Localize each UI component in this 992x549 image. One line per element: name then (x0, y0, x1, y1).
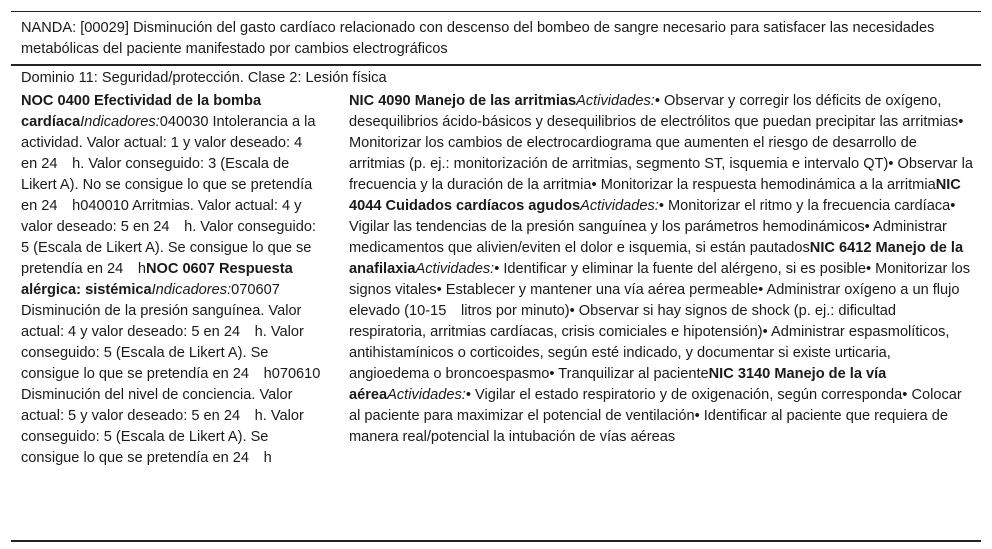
noc-0400-body: 040030 Intolerancia a la actividad. Valor actual: 1 y valor deseado: 4 en 24 h. Valor conseguido: 3 (Escala de Likert A). No se consigue lo que se pretendía en 24 h040010 Arritmias. Valor actual: 4 y valor deseado: 5 en 24 h. Valor conseguido: 5 (Escala de Likert A). Se consigue lo que se pretendía en 24 h (21, 114, 317, 277)
noc-column (21, 91, 321, 469)
nic-column (349, 91, 974, 448)
noc-0400-indicators-label: Indicadores: (80, 114, 160, 130)
noc-0607-title: NOC 0607 Respuesta alérgica: sistémica (21, 261, 293, 298)
domain-class-row: Dominio 11: Seguridad/protección. Clase 2: Lesión física (21, 70, 387, 86)
nic-4044-title: NIC 4044 Cuidados cardíacos agudos (349, 177, 961, 214)
nanda-diagnosis: NANDA: [00029] Disminución del gasto cardíaco relacionado con descenso del bombeo de sangre necesario para satisfacer las necesidades metabólicas del paciente manifestado por cambios electrográficos (21, 20, 935, 57)
care-plan-table (11, 11, 981, 542)
nic-4090-activities-label: Actividades: (576, 93, 655, 109)
nic-4090-body: • Observar y corregir los déficits de oxígeno, desequilibrios ácido-básicos y desequilibrios de electrólitos que puedan precipitar las arritmias• Monitorizar los cambios de electrocardiograma que aumenten el riesgo de desarrollo de arritmias (p. ej.: monitorización de arritmias, segmento ST, isquemia e intervalo QT)• Observar la frecuencia y la duración de la arritmia• Monitorizar la respuesta hemodinámica a la arritmia (349, 93, 973, 193)
nic-6412-title: NIC 6412 Manejo de la anafilaxia (349, 240, 964, 277)
nic-3140-activities-label: Actividades: (387, 387, 466, 403)
nic-6412-body: • Identificar y eliminar la fuente del alérgeno, si es posible• Monitorizar los signos vitales• Establecer y mantener una vía aérea permeable• Administrar oxígeno a un flujo elevado (10-15 litros por minuto)• Observar si hay signos de shock (p. ej.: dificultad respiratoria, arritmias cardíacas, crisis comiciales e hipotensión)• Administrar espasmolíticos, antihistamínicos o corticoides, según esté indicado, y documentar si existe urticaria, angioedema o broncoespasmo• Tranquilizar al paciente (349, 261, 971, 382)
nic-3140-title: NIC 3140 Manejo de la vía aérea (349, 366, 887, 403)
nic-4090-title: NIC 4090 Manejo de las arritmias (349, 93, 577, 109)
noc-0400-title: NOC 0400 Efectividad de la bomba cardíaca (21, 93, 262, 130)
nic-3140-body: • Vigilar el estado respiratorio y de oxigenación, según corresponda• Colocar al paciente para maximizar el potencial de ventilación• Identificar al paciente que requiera de manera real/potencial la intubación de vías aéreas (349, 387, 962, 445)
nic-4044-activities-label: Actividades: (580, 198, 659, 214)
nic-4044-body: • Monitorizar el ritmo y la frecuencia cardíaca• Vigilar las tendencias de la presión sanguínea y los parámetros hemodinámicos• Administrar medicamentos que alivien/eviten el dolor e isquemia, si están pautados (349, 198, 956, 256)
nanda-header-row (11, 12, 981, 66)
noc-0607-body: 070607 Disminución de la presión sanguínea. Valor actual: 4 y valor deseado: 5 en 24 h. Valor conseguido: 5 (Escala de Likert A). Se consigue lo que se pretendía en 24 h070610 Disminución del nivel de conciencia. Valor actual: 5 y valor deseado: 5 en 24 h. Valor conseguido: 5 (Escala de Likert A). Se consigue lo que se pretendía en 24 h (21, 282, 321, 466)
noc-0607-indicators-label: Indicadores: (151, 282, 232, 298)
nic-6412-activities-label: Actividades: (415, 261, 495, 277)
